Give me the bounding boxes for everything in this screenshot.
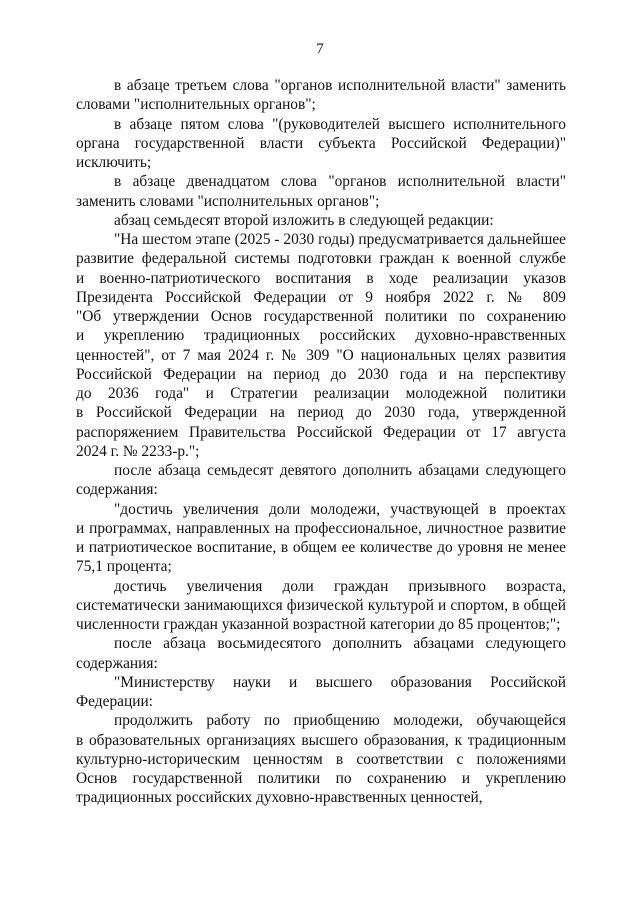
- paragraph-line: и программах, направленных на профессиональное, личностное развитие: [76, 519, 566, 537]
- paragraph-line: Федерации:: [76, 693, 153, 710]
- paragraph-line: в Российской Федерации на период до 2030 года, утвержденной: [76, 404, 566, 422]
- paragraph-line: в абзаце двенадцатом слова "органов исполнительной власти": [114, 173, 566, 191]
- paragraph-line: "На шестом этапе (2025 - 2030 годы) предусматривается дальнейшее: [114, 231, 566, 248]
- paragraph-line: словами "исполнительных органов";: [76, 96, 316, 114]
- paragraph-line: продолжить работу по приобщению молодежи, обучающейся: [114, 712, 566, 730]
- paragraph-line: "достичь увеличения доли молодежи, участвующей в проектах: [114, 500, 566, 518]
- paragraph-line: культурно-историческим ценностям в соответствии с положениями: [76, 750, 566, 768]
- paragraph-line: после абзаца семьдесят девятого дополнить абзацами следующего: [114, 462, 566, 479]
- paragraph-line: достичь увеличения доли граждан призывного возраста,: [114, 577, 566, 595]
- paragraph-line: Президента Российской Федерации от 9 ноября 2022 г. № 809: [76, 288, 566, 306]
- paragraph-line: и укреплению традиционных российских духовно-нравственных: [76, 327, 566, 345]
- paragraph-line: распоряжением Правительства Российской Федерации от 17 августа: [76, 423, 566, 441]
- paragraph-line: Российской Федерации на период до 2030 года и на перспективу: [76, 365, 566, 383]
- page-number: 7: [316, 41, 324, 57]
- paragraph-line: в абзаце пятом слова "(руководителей высшего исполнительного: [114, 115, 566, 133]
- paragraph-line: и патриотическое воспитание, в общем ее количестве до уровня не менее: [76, 539, 566, 556]
- paragraph-line: содержания:: [76, 481, 158, 499]
- paragraph-line: после абзаца восьмидесятого дополнить абзацами следующего: [114, 635, 566, 653]
- paragraph-line: численности граждан указанной возрастной категории до 85 процентов;";: [76, 616, 561, 633]
- paragraph-line: абзац семьдесят второй изложить в следующей редакции:: [114, 211, 494, 229]
- paragraph-line: Основ государственной политики по сохранению и укреплению: [76, 770, 566, 787]
- paragraph-line: в образовательных организациях высшего образования, к традиционным: [76, 731, 566, 749]
- paragraph-line: исключить;: [76, 154, 152, 171]
- document-body: [76, 76, 566, 808]
- paragraph-line: органа государственной власти субъекта Российской Федерации)": [76, 134, 566, 152]
- paragraph-line: систематически занимающихся физической культурой и спортом, в общей: [76, 596, 566, 614]
- paragraph-line: традиционных российских духовно-нравственных ценностей,: [76, 789, 483, 807]
- paragraph-line: до 2036 года" и Стратегии реализации молодежной политики: [76, 385, 566, 402]
- paragraph-line: заменить словами "исполнительных органов";: [76, 192, 380, 210]
- paragraph-line: развитие федеральной системы подготовки граждан к военной службе: [76, 250, 566, 268]
- paragraph-line: 2024 г. № 2233-р.";: [76, 442, 200, 460]
- paragraph-line: и военно-патриотического воспитания в ходе реализации указов: [76, 269, 566, 287]
- paragraph-line: содержания:: [76, 654, 158, 672]
- paragraph-line: "Об утверждении Основ государственной политики по сохранению: [76, 308, 566, 325]
- paragraph-line: "Министерству науки и высшего образования Российской: [114, 673, 566, 691]
- paragraph-line: ценностей", от 7 мая 2024 г. № 309 "О национальных целях развития: [76, 346, 566, 364]
- paragraph-line: в абзаце третьем слова "органов исполнительной власти" заменить: [114, 77, 566, 94]
- paragraph-line: 75,1 процента;: [76, 558, 172, 576]
